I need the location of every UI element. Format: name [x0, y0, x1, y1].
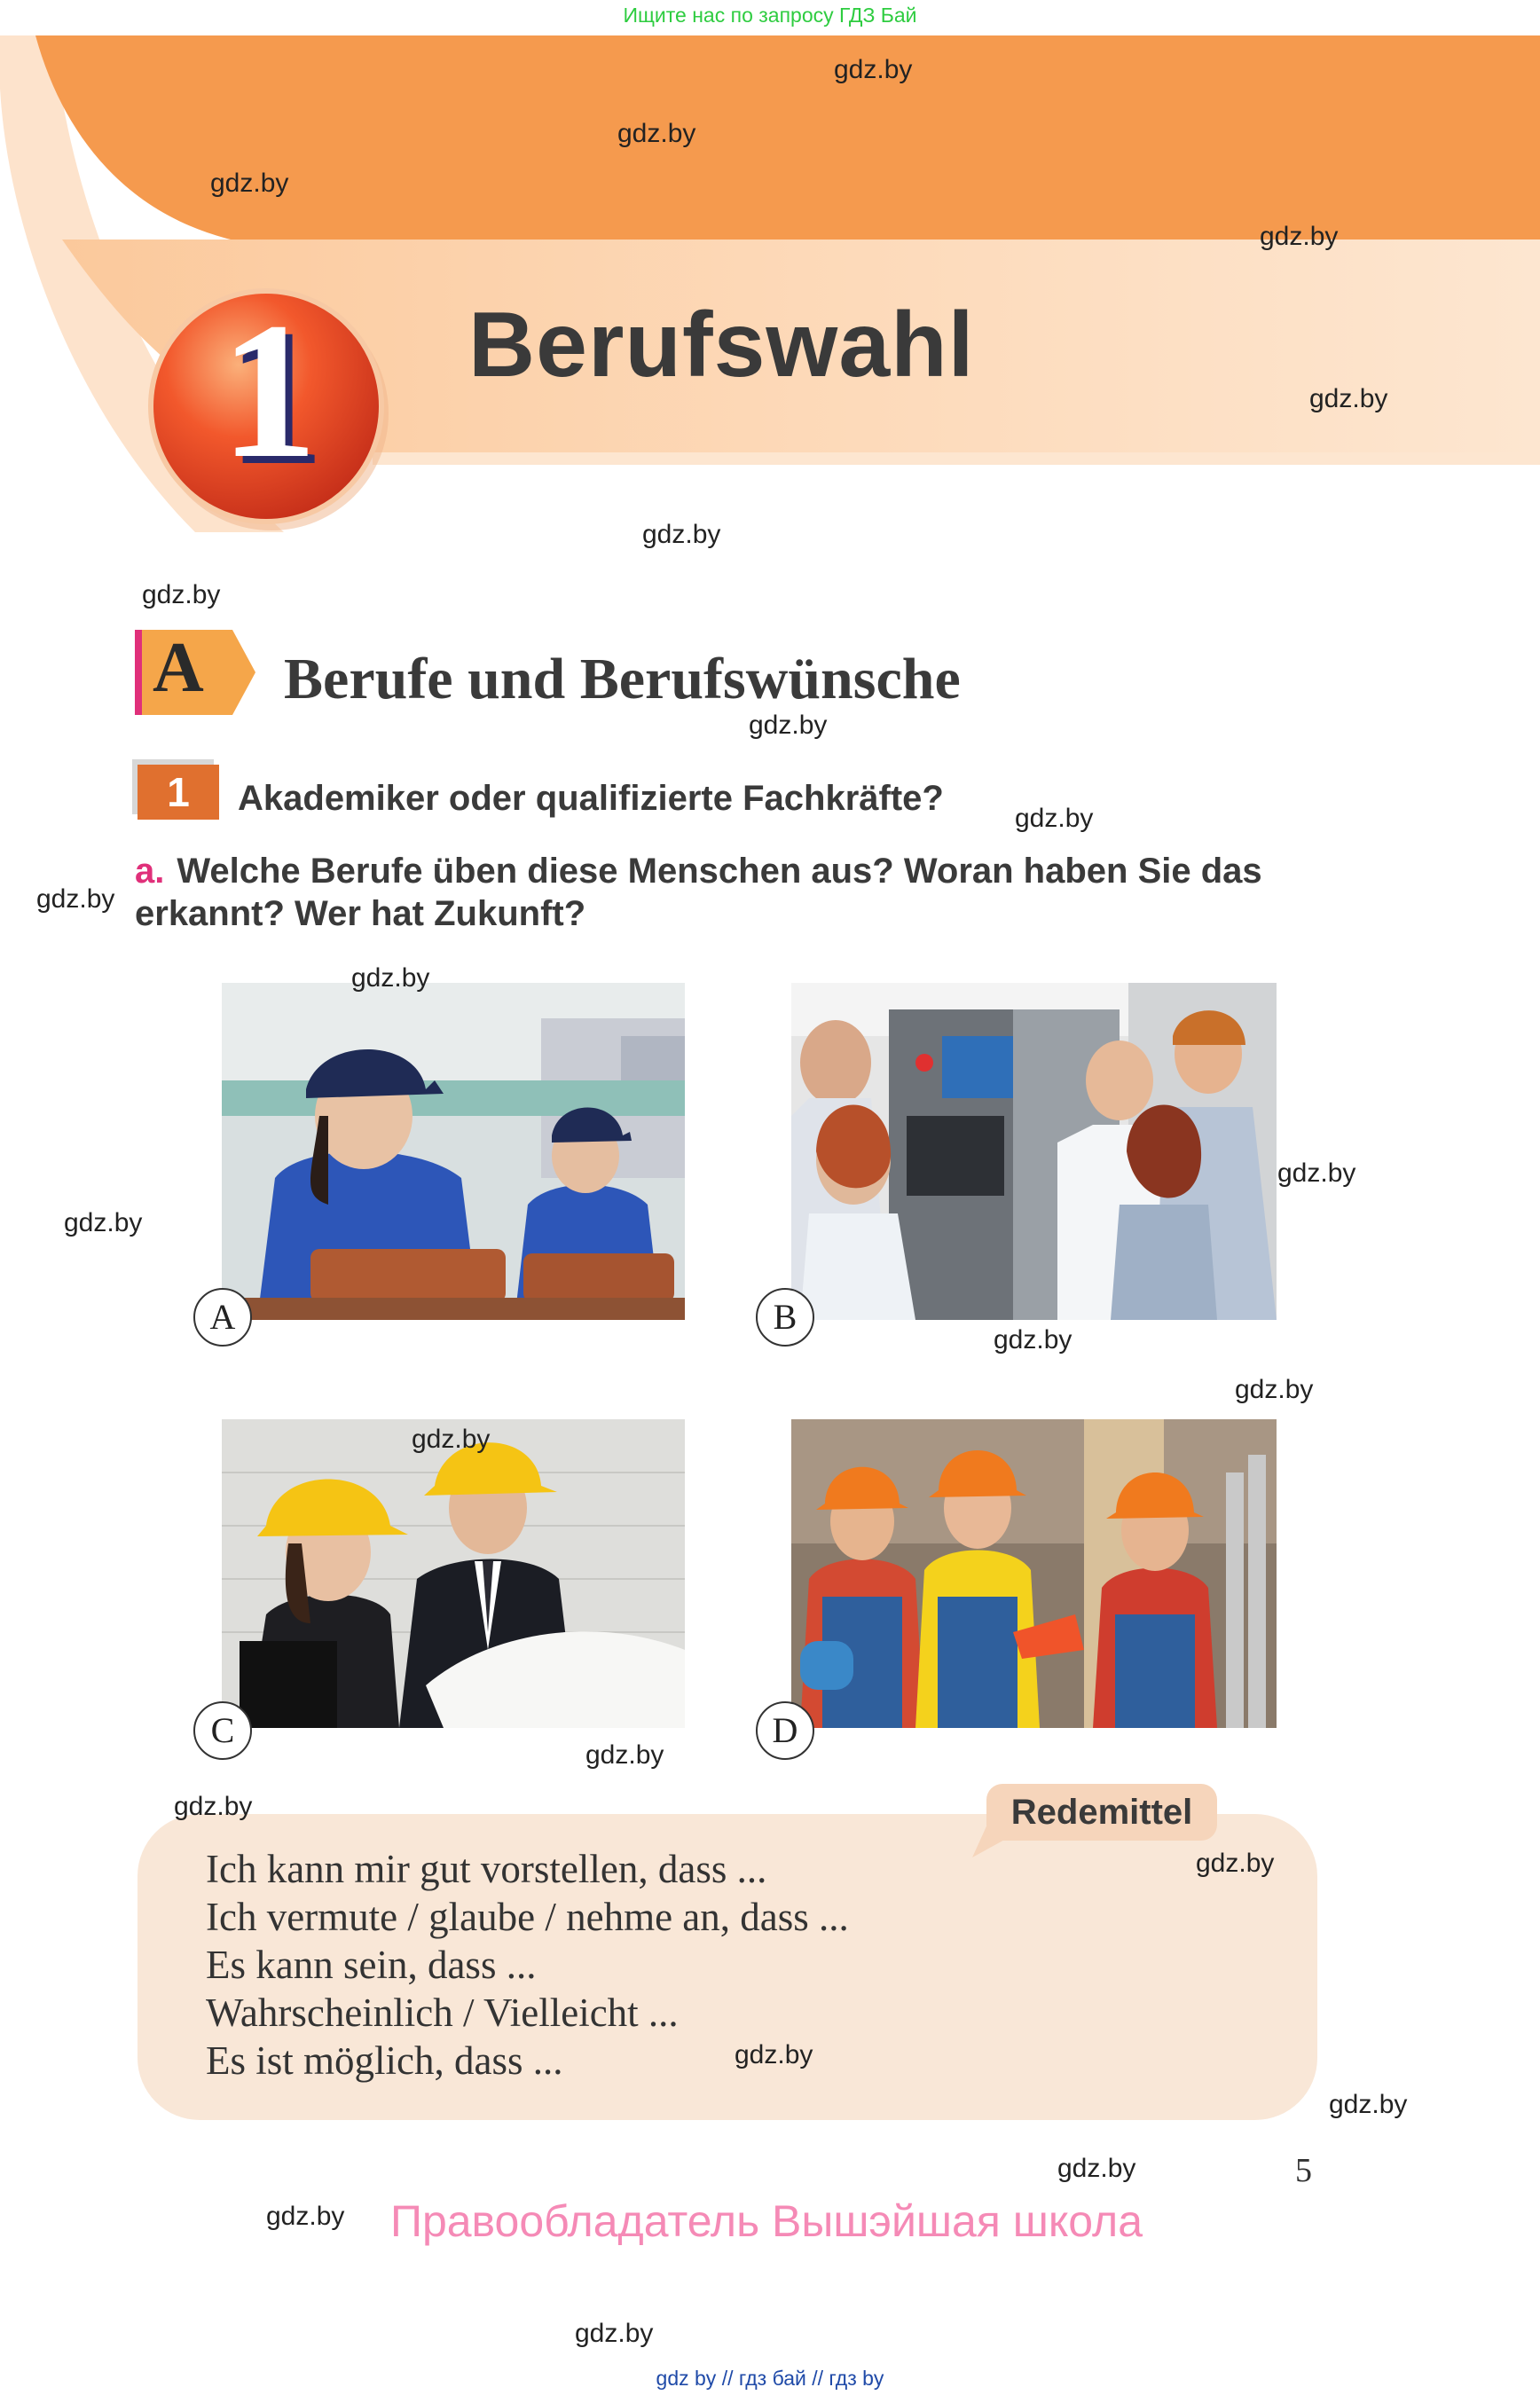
redemittel-line: Es kann sein, dass ...	[206, 1943, 537, 1987]
watermark: gdz.by	[1015, 804, 1094, 833]
photo-label-c: C	[193, 1701, 252, 1760]
watermark: gdz.by	[64, 1208, 143, 1237]
task-title: Akademiker oder qualifizierte Fachkräfte?	[238, 779, 944, 818]
chapter-title: Berufswahl	[468, 294, 975, 397]
watermark: gdz.by	[585, 1740, 664, 1770]
photo-d	[791, 1419, 1277, 1728]
bottom-links[interactable]: gdz by // гдз бай // гдз by	[656, 2367, 884, 2390]
redemittel-line: Ich kann mir gut vorstellen, dass ...	[206, 1847, 767, 1891]
watermark: gdz.by	[834, 55, 913, 84]
watermark: gdz.by	[575, 2319, 654, 2348]
watermark: gdz.by	[412, 1425, 491, 1454]
section-letter: A	[153, 629, 204, 707]
redemittel-line: Es ist möglich, dass ...	[206, 2038, 563, 2083]
redemittel-line: Wahrscheinlich / Vielleicht ...	[206, 1991, 679, 2035]
top-search-hint[interactable]: Ищите нас по запросу ГДЗ Бай	[623, 4, 917, 27]
subtask-letter: a.	[135, 852, 165, 891]
subtask-question-text: Welche Berufe üben diese Menschen aus? Woran haben Sie das erkannt? Wer hat Zukunft?	[135, 852, 1262, 933]
section-title: Berufe und Berufswünsche	[284, 647, 961, 711]
watermark: gdz.by	[735, 2040, 813, 2069]
task-question	[135, 850, 1377, 935]
watermark: gdz.by	[351, 963, 430, 993]
watermark: gdz.by	[617, 119, 696, 148]
watermark: gdz.by	[1309, 384, 1388, 413]
watermark: gdz.by	[1196, 1849, 1275, 1878]
photo-label-b: B	[756, 1288, 814, 1347]
watermark: gdz.by	[749, 711, 828, 740]
watermark: gdz.by	[642, 520, 721, 549]
task-number: 1	[138, 765, 219, 820]
photo-label-d: D	[756, 1701, 814, 1760]
watermark: gdz.by	[1057, 2154, 1136, 2183]
page-number: 5	[1295, 2152, 1312, 2189]
watermark: gdz.by	[1260, 222, 1339, 251]
chapter-number: 1	[220, 282, 318, 499]
watermark: gdz.by	[1329, 2090, 1408, 2119]
photo-a	[222, 983, 685, 1320]
photo-b	[791, 983, 1277, 1320]
watermark: gdz.by	[210, 169, 289, 198]
redemittel-tab: Redemittel	[986, 1784, 1217, 1841]
photo-label-a: A	[193, 1288, 252, 1347]
watermark: gdz.by	[1277, 1158, 1356, 1188]
watermark: gdz.by	[1235, 1375, 1314, 1404]
redemittel-line: Ich vermute / glaube / nehme an, dass ...	[206, 1895, 849, 1939]
photo-c	[222, 1419, 685, 1728]
watermark: gdz.by	[174, 1792, 253, 1821]
watermark: gdz.by	[142, 580, 221, 609]
watermark: gdz.by	[36, 884, 115, 914]
watermark: gdz.by	[266, 2202, 345, 2231]
rights-holder: Правообладатель Вышэйшая школа	[390, 2196, 1143, 2246]
watermark: gdz.by	[994, 1325, 1072, 1355]
